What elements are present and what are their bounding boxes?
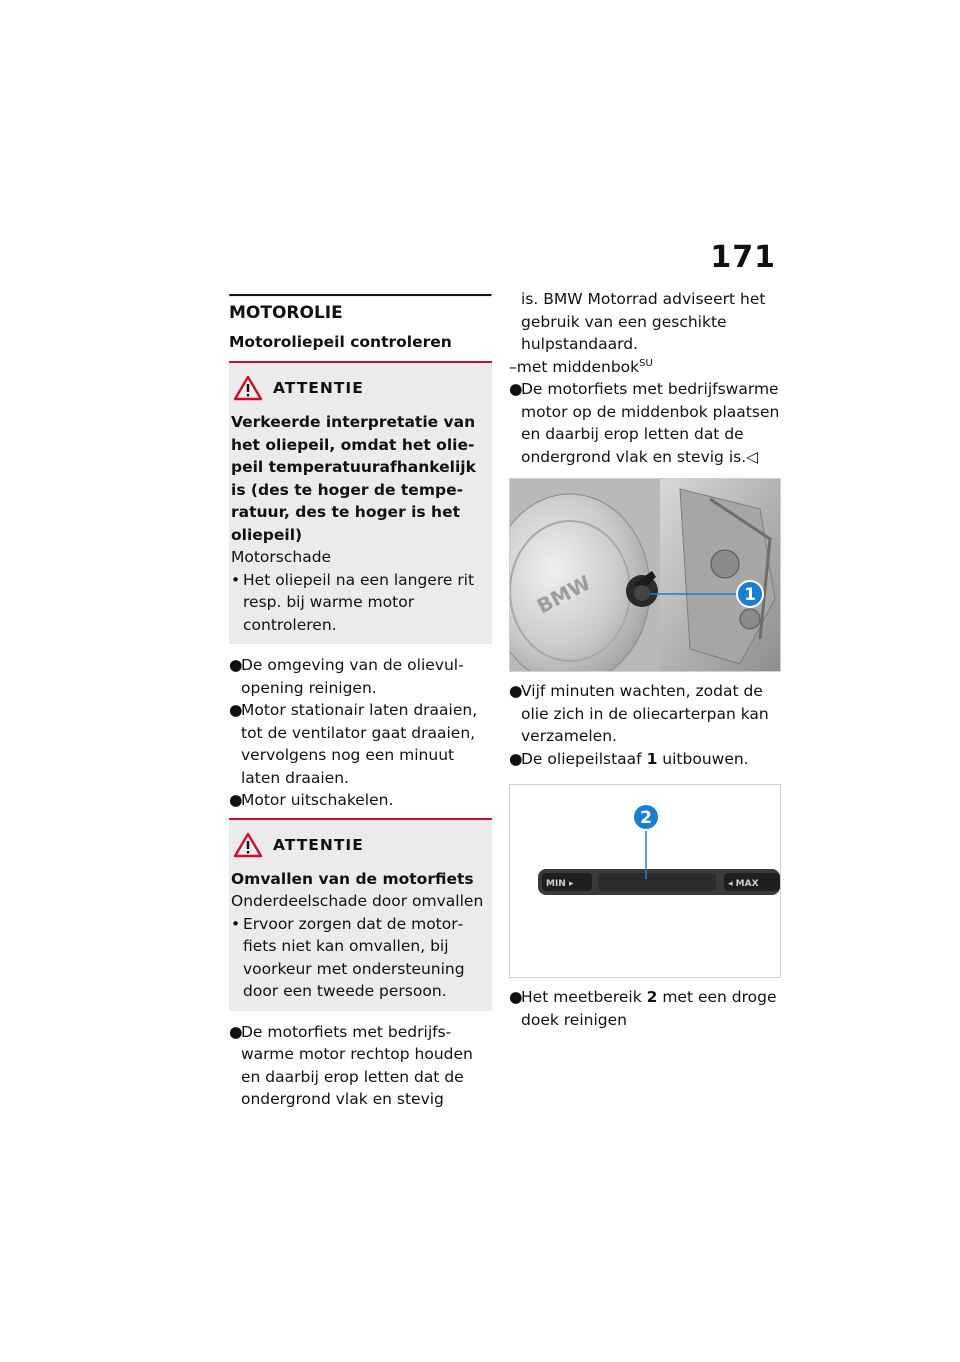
warning-label: ATTENTIE: [273, 379, 364, 397]
warning-label: ATTENTIE: [273, 835, 364, 854]
option-text: met middenbok: [516, 357, 640, 376]
engine-logo-text: BMW: [532, 570, 595, 619]
warning-measures: [231, 913, 484, 1003]
bullet-icon: ●: [229, 1022, 243, 1041]
list-item: ●De motorfiets met bedrijfswarme motor op de middenbok plaatsen en daarbij erop letten dat de ondergrond vlak en stevig is.◁: [509, 380, 780, 466]
list-item: ●De oliepeilstaaf 1 uitbouwen.: [509, 748, 781, 771]
list-item: ●De motorfiets met bedrijfswarme motor rechtop houden en daarbij erop letten dat de ondergrond vlak en stevig: [229, 1022, 473, 1108]
steps-list-f: [509, 986, 781, 1031]
warning-box-2: [229, 818, 492, 1011]
steps-list-d: [509, 680, 781, 770]
list-item: ●Vijf minuten wachten, zodat de olie zich in de oliecarterpan kan verzamelen.: [509, 682, 769, 745]
bullet-icon: ●: [229, 656, 243, 674]
list-item: • Ervoor zorgen dat de motorfiets niet kan omvallen, bij voorkeur met ondersteuning door een tweede persoon.: [231, 914, 465, 1000]
warning-title: Omvallen van de motorfiets: [231, 869, 474, 888]
list-item: ●Het meetbereik 2 met een droge doek reinigen: [509, 988, 777, 1029]
option-dash: –: [509, 357, 517, 376]
figure-engine-dipstick: [509, 478, 781, 672]
bullet-icon: ●: [509, 682, 523, 700]
right-column: [509, 288, 781, 1031]
bullet-icon: ●: [509, 380, 523, 398]
dipstick-min-label: MIN ▸: [546, 879, 574, 889]
bullet-icon: ●: [229, 701, 243, 719]
warning-header: [231, 832, 484, 858]
figure-dipstick-range: [509, 784, 781, 978]
list-item: ●De omgeving van de olievulopening reinigen.: [229, 656, 464, 697]
list-item: ●Motor stationair laten draaien, tot de ventilator gaat draaien, vervolgens nog een minuut laten draaien.: [229, 701, 478, 787]
list-item: ●Motor uitschakelen.: [229, 789, 492, 812]
subsection-title: Motoroliepeil controleren: [229, 333, 452, 351]
option-line: [509, 356, 781, 379]
warning-triangle-icon: [233, 375, 263, 401]
list-item: • Het oliepeil na een langere rit resp. bij warme motor controleren.: [231, 570, 475, 634]
bullet-icon: ●: [229, 791, 243, 809]
warning-title: Verkeerde interpretatie van het oliepeil, omdat het oliepeil temperatuurafhankelijk is (des te hoger de temperatuur, des te hoger is het oliepeil): [231, 413, 476, 544]
callout-number-1: 1: [744, 585, 756, 605]
warning-header: [231, 375, 484, 401]
section-title: MOTOROLIE: [229, 303, 343, 323]
bullet-icon: ●: [509, 749, 523, 768]
step-continuation: is. BMW Motorrad adviseert het gebruik van een geschikte hulpstandaard.: [521, 290, 766, 353]
steps-list-a: [229, 654, 492, 812]
section-rule: [229, 294, 492, 297]
warning-consequence: Motorschade: [231, 548, 332, 566]
warning-box-1: [229, 361, 492, 644]
callout-number-2: 2: [640, 808, 652, 828]
bullet-icon: ●: [509, 988, 523, 1006]
warning-measures: [231, 569, 484, 637]
warning-triangle-icon: [233, 832, 263, 858]
warning-consequence: Onderdeelschade door omvallen: [231, 892, 484, 910]
option-superscript: SU: [639, 357, 653, 369]
left-column: [229, 294, 492, 1111]
reference-number: 1: [646, 749, 658, 768]
dipstick-max-label: ◂ MAX: [728, 879, 759, 889]
steps-list-b: [229, 1021, 492, 1111]
steps-list-c: [509, 378, 781, 468]
page-number: 171: [710, 240, 776, 275]
reference-number: 2: [646, 988, 658, 1006]
